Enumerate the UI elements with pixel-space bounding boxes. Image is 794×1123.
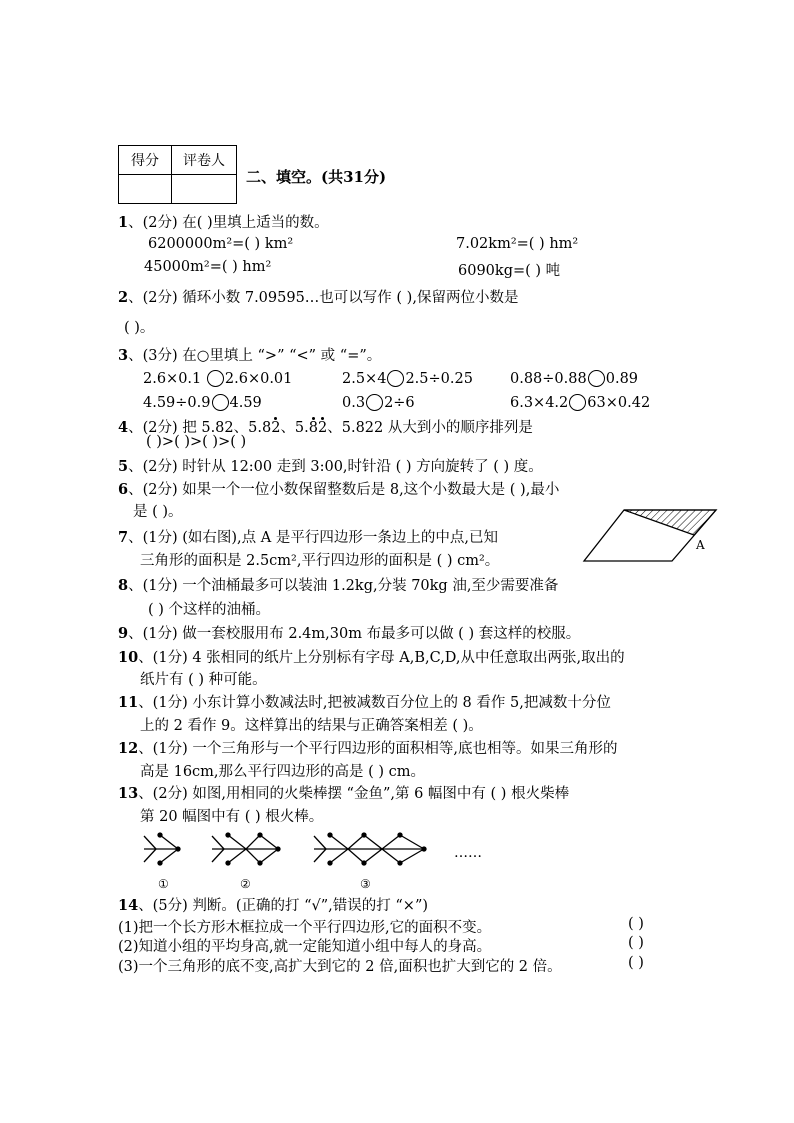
q3-item-3 (510, 370, 638, 387)
question-number: 11 (118, 694, 139, 711)
question-text: 、(2分) 时针从 12:00 走到 3:00,时针沿 ( ) 方向旋转了 ( ) 度。 (128, 459, 543, 475)
question-13 (118, 782, 569, 803)
q13-line2: 第 20 幅图中有 ( ) 根火棒。 (140, 809, 324, 825)
q1-item-1: 6200000m²=( ) km² (148, 236, 294, 252)
question-text: 、(1分) 4 张相同的纸片上分别标有字母 A,B,C,D,从中任意取出两张,取出的 (138, 650, 625, 666)
score-header: 得分 (119, 146, 172, 175)
compare-left: 2.6×0.1 (143, 371, 202, 387)
point-a-label: A (696, 538, 705, 552)
grader-cell[interactable] (172, 175, 237, 204)
figure-label-2: ② (240, 877, 251, 891)
section-title: 二、填空。(共31分) (246, 168, 387, 186)
question-number: 1 (118, 214, 129, 231)
repeating-digit: 8 (308, 420, 319, 436)
shaded-triangle (624, 510, 716, 535)
goldfish-figure-2 (212, 833, 280, 865)
compare-left: 2.5×4 (342, 371, 387, 387)
compare-circle[interactable] (569, 394, 586, 411)
question-text: 、(2分) 如果一个一位小数保留整数后是 8,这个小数最大是 ( ),最小 (128, 482, 560, 498)
q10-line2: 纸片有 ( ) 种可能。 (140, 672, 267, 688)
question-number: 2 (118, 289, 129, 306)
compare-right: 2÷6 (384, 395, 415, 411)
score-cell[interactable] (119, 175, 172, 204)
question-number: 12 (118, 740, 139, 757)
question-text: 、(1分) 一个三角形与一个平行四边形的面积相等,底也相等。如果三角形的 (138, 741, 618, 757)
figure-label-3: ③ (360, 877, 371, 891)
question-text: 、(1分) 做一套校服用布 2.4m,30m 布最多可以做 ( ) 套这样的校服。 (128, 626, 581, 642)
question-7 (118, 526, 498, 547)
q12-line2: 高是 16cm,那么平行四边形的高是 ( ) cm。 (140, 764, 426, 780)
figure-label-1: ① (158, 877, 169, 891)
grader-header: 评卷人 (172, 146, 237, 175)
question-9 (118, 622, 580, 643)
compare-right: 4.59 (229, 395, 262, 411)
q1-item-2: 7.02km²=( ) hm² (456, 236, 579, 252)
question-1 (118, 211, 329, 232)
question-number: 7 (118, 529, 129, 546)
q3-item-1 (143, 370, 292, 387)
q2-line2: ( )。 (124, 320, 155, 336)
compare-right: 2.5÷0.25 (405, 371, 473, 387)
q14-item-1: (1)把一个长方形木框拉成一个平行四边形,它的面积不变。 (118, 920, 492, 936)
question-14 (118, 894, 428, 915)
q3-item-2 (342, 370, 473, 387)
q3-item-6 (510, 394, 650, 411)
compare-left: 0.88÷0.88 (510, 371, 587, 387)
goldfish-figure-3 (314, 833, 426, 865)
q14-answer-3[interactable]: ( ) (628, 955, 644, 971)
compare-right: 2.6×0.01 (224, 371, 293, 387)
repeating-digit: 2 (318, 420, 328, 436)
question-text: 、(5分) 判断。(正确的打 “√”,错误的打 “×”) (138, 898, 429, 914)
question-text: 、(1分) (如右图),点 A 是平行四边形一条边上的中点,已知 (128, 530, 498, 546)
question-2 (118, 286, 518, 307)
q14-item-2: (2)知道小组的平均身高,就一定能知道小组中每人的身高。 (118, 939, 492, 955)
q3-item-5 (342, 394, 415, 411)
compare-circle[interactable] (212, 394, 229, 411)
question-text: 、(3分) 在○里填上 “>” “<” 或 “=”。 (128, 348, 382, 364)
question-12 (118, 737, 617, 758)
question-8 (118, 574, 558, 595)
compare-circle[interactable] (588, 370, 605, 387)
q1-item-4: 6090kg=( ) 吨 (458, 263, 561, 279)
question-text: 、(2分) 把 5.82、5.8 (128, 420, 272, 436)
compare-right: 0.89 (605, 371, 639, 387)
question-number: 9 (118, 625, 129, 642)
repeating-digit: 2 (271, 420, 281, 436)
q14-answer-1[interactable]: ( ) (628, 916, 644, 932)
goldfish-matchstick-figures (138, 822, 498, 892)
ellipsis: …… (454, 845, 482, 861)
question-text: 、(1分) 一个油桶最多可以装油 1.2kg,分装 70kg 油,至少需要准备 (128, 578, 559, 594)
parallelogram-figure (580, 505, 725, 570)
question-text: 、5.822 从大到小的顺序排列是 (327, 420, 533, 436)
q8-line2: ( ) 个这样的油桶。 (148, 602, 271, 618)
question-11 (118, 691, 611, 712)
compare-circle[interactable] (207, 370, 224, 387)
question-number: 6 (118, 481, 129, 498)
q14-item-3: (3)一个三角形的底不变,高扩大到它的 2 倍,面积也扩大到它的 2 倍。 (118, 959, 562, 975)
question-6 (118, 478, 559, 499)
question-10 (118, 646, 625, 667)
compare-circle[interactable] (387, 370, 404, 387)
q4-line2: ( )>( )>( )>( ) (146, 434, 247, 450)
compare-left: 4.59÷0.9 (143, 395, 211, 411)
score-box (118, 145, 237, 204)
q3-item-4 (143, 394, 262, 411)
q1-item-3: 45000m²=( ) hm² (144, 259, 272, 275)
compare-left: 0.3 (342, 395, 366, 411)
question-text: 、(1分) 小东计算小数减法时,把被减数百分位上的 8 看作 5,把减数十分位 (138, 695, 611, 711)
q11-line2: 上的 2 看作 9。这样算出的结果与正确答案相差 ( )。 (140, 718, 483, 734)
question-text: 、5. (280, 420, 309, 436)
goldfish-figure-1 (144, 833, 180, 865)
compare-right: 63×0.42 (587, 395, 651, 411)
question-text: 、(2分) 循环小数 7.09595…也可以写作 ( ),保留两位小数是 (128, 290, 519, 306)
q14-answer-2[interactable]: ( ) (628, 935, 644, 951)
question-text: 、(2分) 在( )里填上适当的数。 (128, 215, 329, 231)
question-5 (118, 455, 543, 476)
question-number: 13 (118, 785, 139, 802)
question-number: 10 (118, 649, 139, 666)
question-number: 4 (118, 419, 129, 436)
question-number: 8 (118, 577, 129, 594)
question-text: 、(2分) 如图,用相同的火柴棒摆 “金鱼”,第 6 幅图中有 ( ) 根火柴棒 (138, 786, 570, 802)
compare-circle[interactable] (366, 394, 383, 411)
q7-line2: 三角形的面积是 2.5cm²,平行四边形的面积是 ( ) cm²。 (140, 553, 500, 569)
question-number: 5 (118, 458, 129, 475)
q6-line2: 是 ( )。 (133, 504, 183, 520)
question-3 (118, 344, 381, 365)
question-number: 3 (118, 347, 129, 364)
question-number: 14 (118, 897, 139, 914)
compare-left: 6.3×4.2 (510, 395, 569, 411)
